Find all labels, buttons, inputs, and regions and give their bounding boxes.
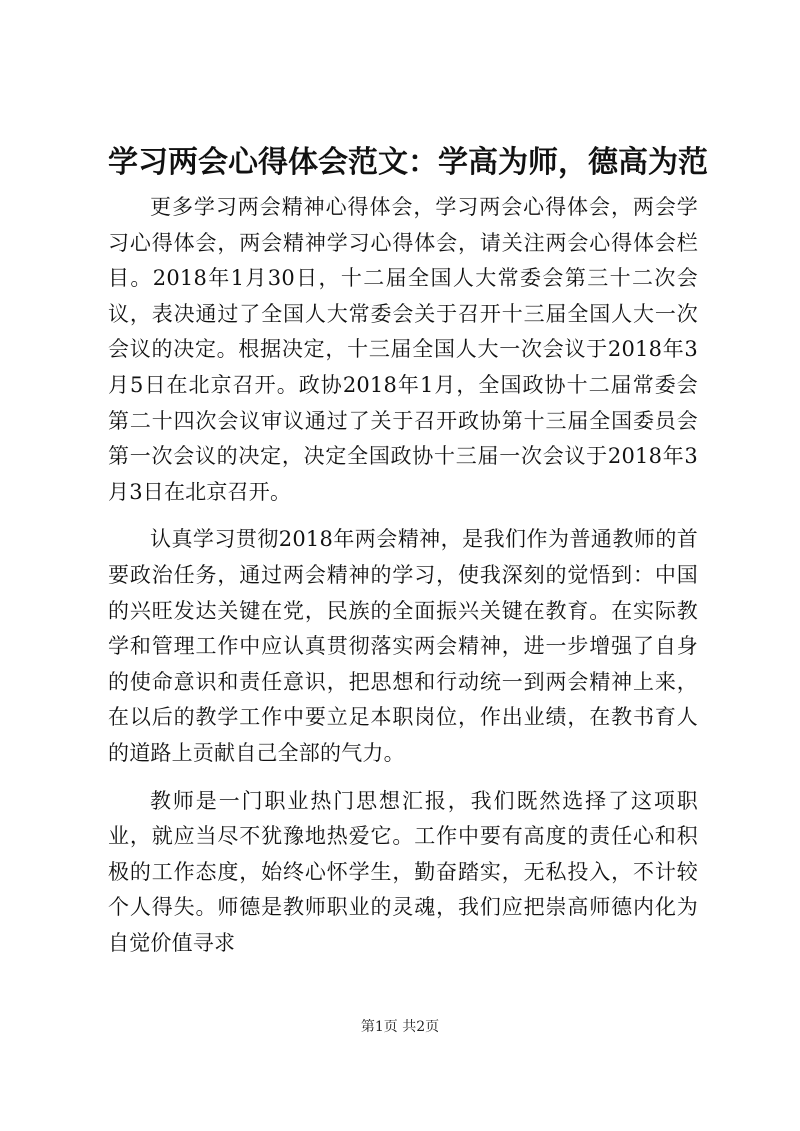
document-body [108,190,698,961]
paragraph-2: 认真学习贯彻2018年两会精神，是我们作为普通教师的首要政治任务，通过两会精神的学习，使我深刻的觉悟到：中国的兴旺发达关键在党，民族的全面振兴关键在教育。在实际教学和管理工作中应认真贯彻落实两会精神，进一步增强了自身的使命意识和责任意识，把思想和行动统一到两会精神上来，在以后的教学工作中要立足本职岗位，作出业绩，在教书育人的道路上贡献自己全部的气力。 [108,527,698,765]
paragraph-3: 教师是一门职业热门思想汇报，我们既然选择了这项职业，就应当尽不犹豫地热爱它。工作中要有高度的责任心和积极的工作态度，始终心怀学生，勤奋踏实，无私投入，不计较个人得失。师德是教师职业的灵魂，我们应把崇高师德内化为自觉价值寻求 [108,788,698,955]
document-title: 学习两会心得体会范文：学高为师，德高为范 [108,145,708,180]
page-footer: 第1页 共2页 [360,1019,440,1035]
paragraph-1: 更多学习两会精神心得体会，学习两会心得体会，两会学习心得体会，两会精神学习心得体会，请关注两会心得体会栏目。2018年1月30日，十二届全国人大常委会第三十二次会议，表决通过了全国人大常委会关于召开十三届全国人大一次会议的决定。根据决定，十三届全国人大一次会议于2018年3月5日在北京召开。政协2018年1月，全国政协十二届常委会第二十四次会议审议通过了关于召开政协第十三届全国委员会第一次会议的决定，决定全国政协十三届一次会议于2018年3月3日在北京召开。 [108,195,698,504]
